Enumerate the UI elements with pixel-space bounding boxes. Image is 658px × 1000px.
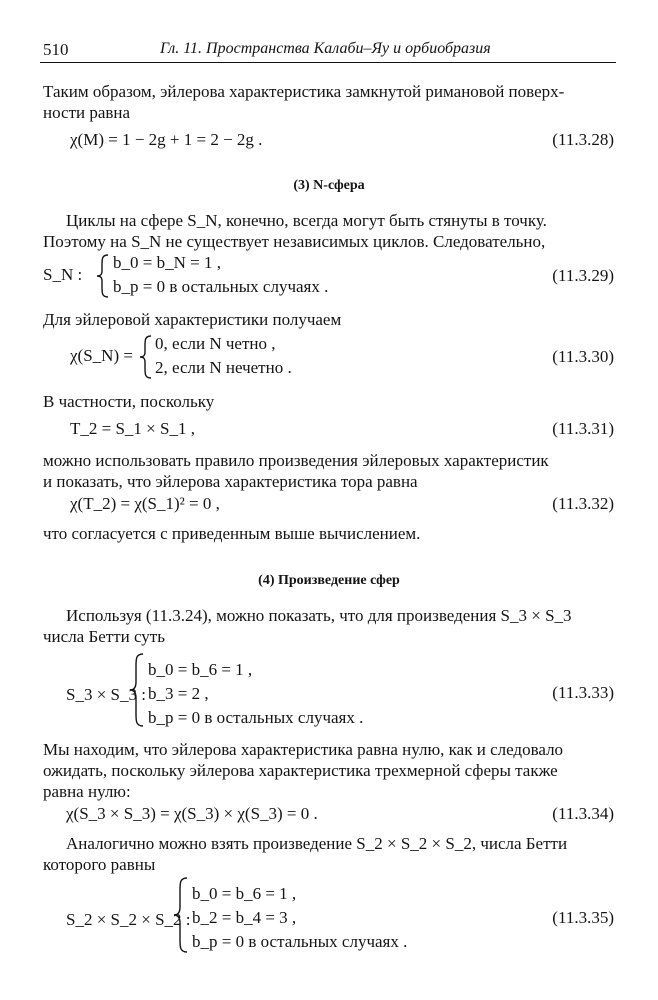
case-line: b_0 = b_6 = 1 , xyxy=(148,660,253,679)
equation-11-3-31: T_2 = S_1 × S_1 , xyxy=(70,419,195,438)
equation-lhs: S_2 × S_2 × S_2 : xyxy=(66,910,191,929)
paragraph-line: Для эйлеровой характеристики получаем xyxy=(43,310,342,329)
section-title: (4) Произведение сфер xyxy=(258,573,400,588)
case-line: 0, если N четно , xyxy=(155,334,276,353)
paragraph-line: что согласуется с приведенным выше вычислением. xyxy=(43,524,421,543)
paragraph-line: Используя (11.3.24), можно показать, что для произведения S_3 × S_3 xyxy=(66,606,572,625)
paragraph-line: Мы находим, что эйлерова характеристика равна нулю, как и следовало xyxy=(43,740,564,759)
case-line: b_3 = 2 , xyxy=(148,684,209,703)
paragraph-line: Поэтому на S_N не существует независимых циклов. Следовательно, xyxy=(43,232,546,251)
equation-lhs: S_N : xyxy=(43,265,83,284)
equation-lhs: S_3 × S_3 : xyxy=(66,685,146,704)
equation-number: (11.3.32) xyxy=(552,494,614,513)
header-rule xyxy=(40,62,616,63)
case-line: b_0 = b_N = 1 , xyxy=(113,253,221,272)
case-line: b_0 = b_6 = 1 , xyxy=(192,884,297,903)
equation-number: (11.3.30) xyxy=(552,347,614,366)
equation-11-3-32: χ(T_2) = χ(S_1)² = 0 , xyxy=(70,494,220,513)
left-brace xyxy=(172,876,190,954)
paragraph-line: и показать, что эйлерова характеристика тора равна xyxy=(43,472,418,491)
paragraph-line: Аналогично можно взять произведение S_2 × S_2 × S_2, числа Бетти xyxy=(66,834,568,853)
left-brace xyxy=(95,253,111,299)
case-line: b_2 = b_4 = 3 , xyxy=(192,908,297,927)
equation-lhs: χ(S_N) = xyxy=(70,346,133,365)
equation-number: (11.3.29) xyxy=(552,266,614,285)
case-line: 2, если N нечетно . xyxy=(155,358,292,377)
page-number: 510 xyxy=(43,40,69,59)
paragraph-line: которого равны xyxy=(43,855,156,874)
paragraph-line: можно использовать правило произведения эйлеровых характеристик xyxy=(43,451,549,470)
equation-number: (11.3.34) xyxy=(552,804,614,823)
equation-11-3-34: χ(S_3 × S_3) = χ(S_3) × χ(S_3) = 0 . xyxy=(66,804,318,823)
equation-number: (11.3.35) xyxy=(552,908,614,927)
paragraph-line: ожидать, поскольку эйлерова характеристика трехмерной сферы также xyxy=(43,761,558,780)
section-title: (3) N-сфера xyxy=(293,178,365,193)
left-brace xyxy=(138,334,154,380)
running-title: Гл. 11. Пространства Калаби–Яу и орбиобразия xyxy=(160,40,491,57)
paragraph-line: ности равна xyxy=(43,103,131,122)
paragraph-line: Таким образом, эйлерова характеристика замкнутой римановой поверх- xyxy=(43,82,565,101)
case-line: b_p = 0 в остальных случаях . xyxy=(113,277,329,296)
paragraph-line: равна нулю: xyxy=(43,782,131,801)
paragraph-line: В частности, поскольку xyxy=(43,392,215,411)
equation-number: (11.3.31) xyxy=(552,419,614,438)
case-line: b_p = 0 в остальных случаях . xyxy=(148,708,364,727)
equation-number: (11.3.33) xyxy=(552,683,614,702)
paragraph-line: Циклы на сфере S_N, конечно, всегда могут быть стянуты в точку. xyxy=(66,211,547,230)
paragraph-line: числа Бетти суть xyxy=(43,627,165,646)
case-line: b_p = 0 в остальных случаях . xyxy=(192,932,408,951)
equation-number: (11.3.28) xyxy=(552,130,614,149)
equation-11-3-28: χ(M) = 1 − 2g + 1 = 2 − 2g . xyxy=(70,130,263,149)
left-brace xyxy=(128,652,146,728)
